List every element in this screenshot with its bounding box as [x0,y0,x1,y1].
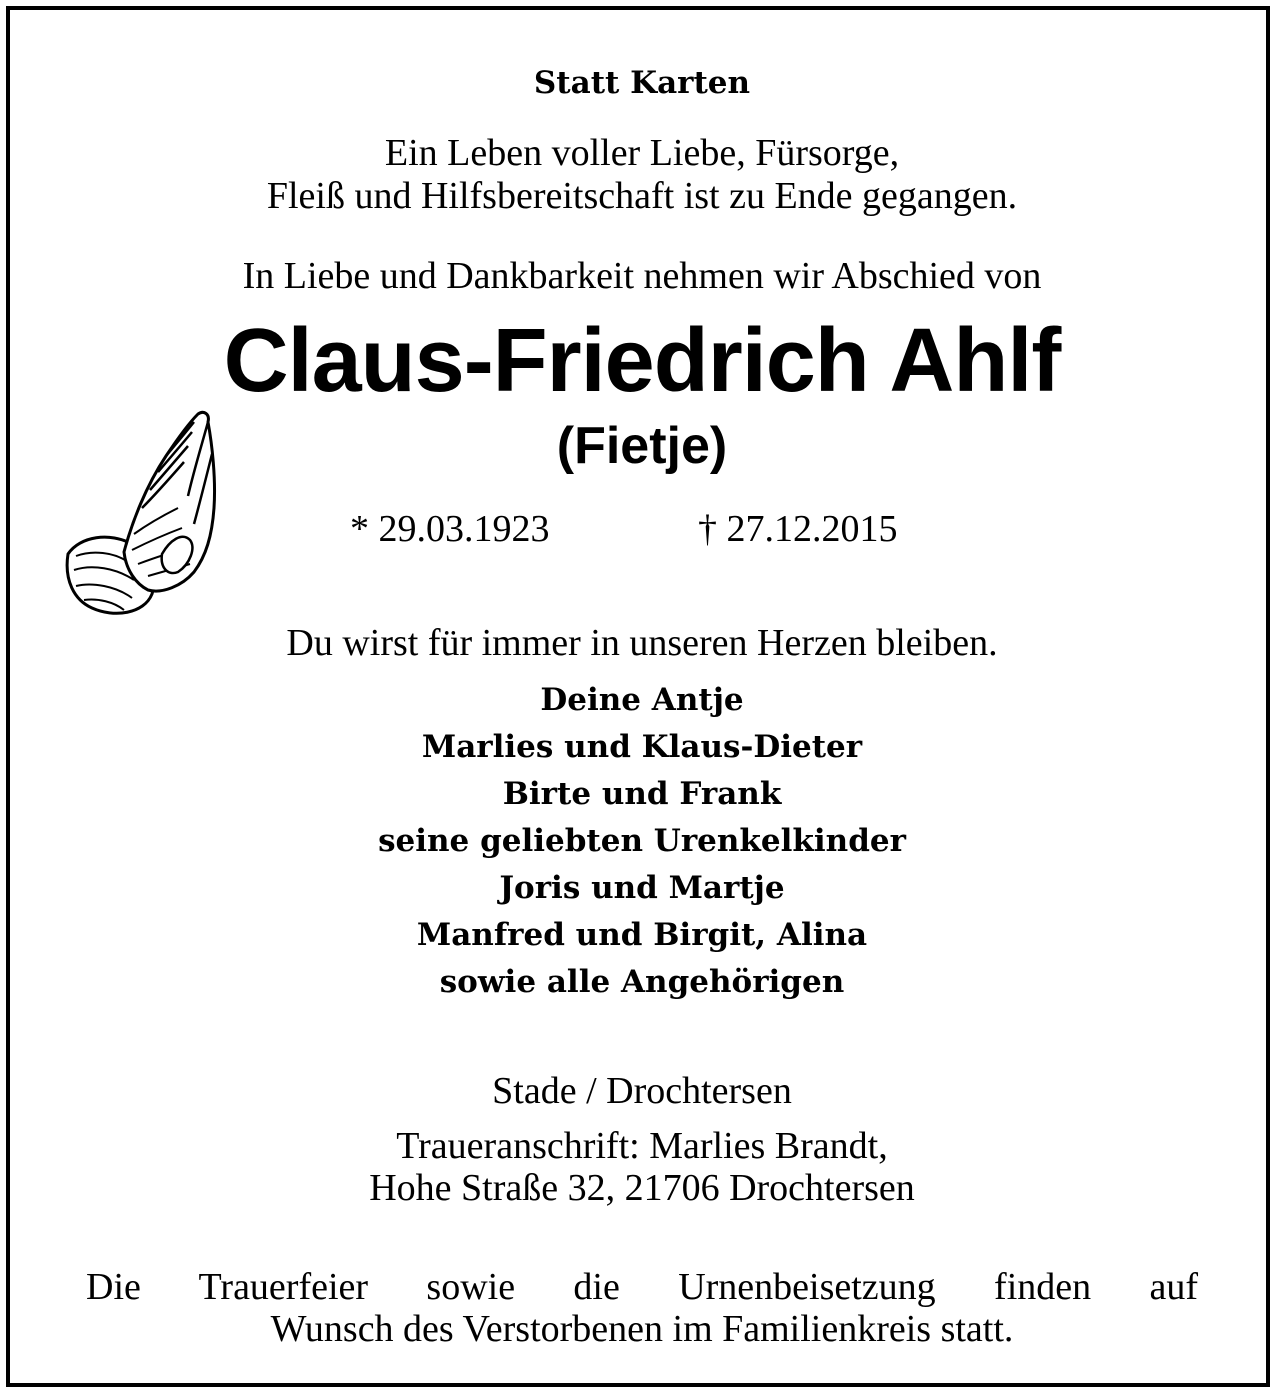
place-line: Stade / Drochtersen [492,1070,792,1112]
closing-line-2: Wunsch des Verstorbenen im Familienkreis statt. [270,1308,1014,1350]
address-line-2: Hohe Straße 32, 21706 Drochtersen [369,1167,915,1209]
mourner-line-3: Birte und Frank [502,776,782,812]
mourner-line-2: Marlies und Klaus-Dieter [421,729,863,765]
intro-line-2: Fleiß und Hilfsbereitschaft ist zu Ende gegangen. [266,175,1018,217]
mourner-line-6: Manfred und Birgit, Alina [416,917,868,953]
deceased-nickname: (Fietje) [556,417,728,475]
address-line-1: Traueranschrift: Marlies Brandt, [396,1125,888,1167]
mourner-line-4: seine geliebten Urenkelkinder [378,823,906,859]
header-statt-karten: Statt Karten [533,65,751,101]
birth-date: * 29.03.1923 [350,508,550,550]
deceased-name: Claus-Friedrich Ahlf [223,311,1061,411]
obituary-notice [6,6,1270,1387]
closing-line-1: Die Trauerfeier sowie die Urnenbeisetzung finden auf [86,1266,1198,1308]
praying-hands-icon [62,404,232,624]
intro-line-1: Ein Leben voller Liebe, Fürsorge, [384,132,900,174]
mourner-line-7: sowie alle Angehörigen [439,964,845,1000]
memorial-line: Du wirst für immer in unseren Herzen bleiben. [286,622,998,664]
mourner-line-1: Deine Antje [540,682,744,718]
mourner-line-5: Joris und Martje [499,870,785,906]
death-date: † 27.12.2015 [698,508,898,550]
farewell-line: In Liebe und Dankbarkeit nehmen wir Abschied von [242,255,1042,297]
